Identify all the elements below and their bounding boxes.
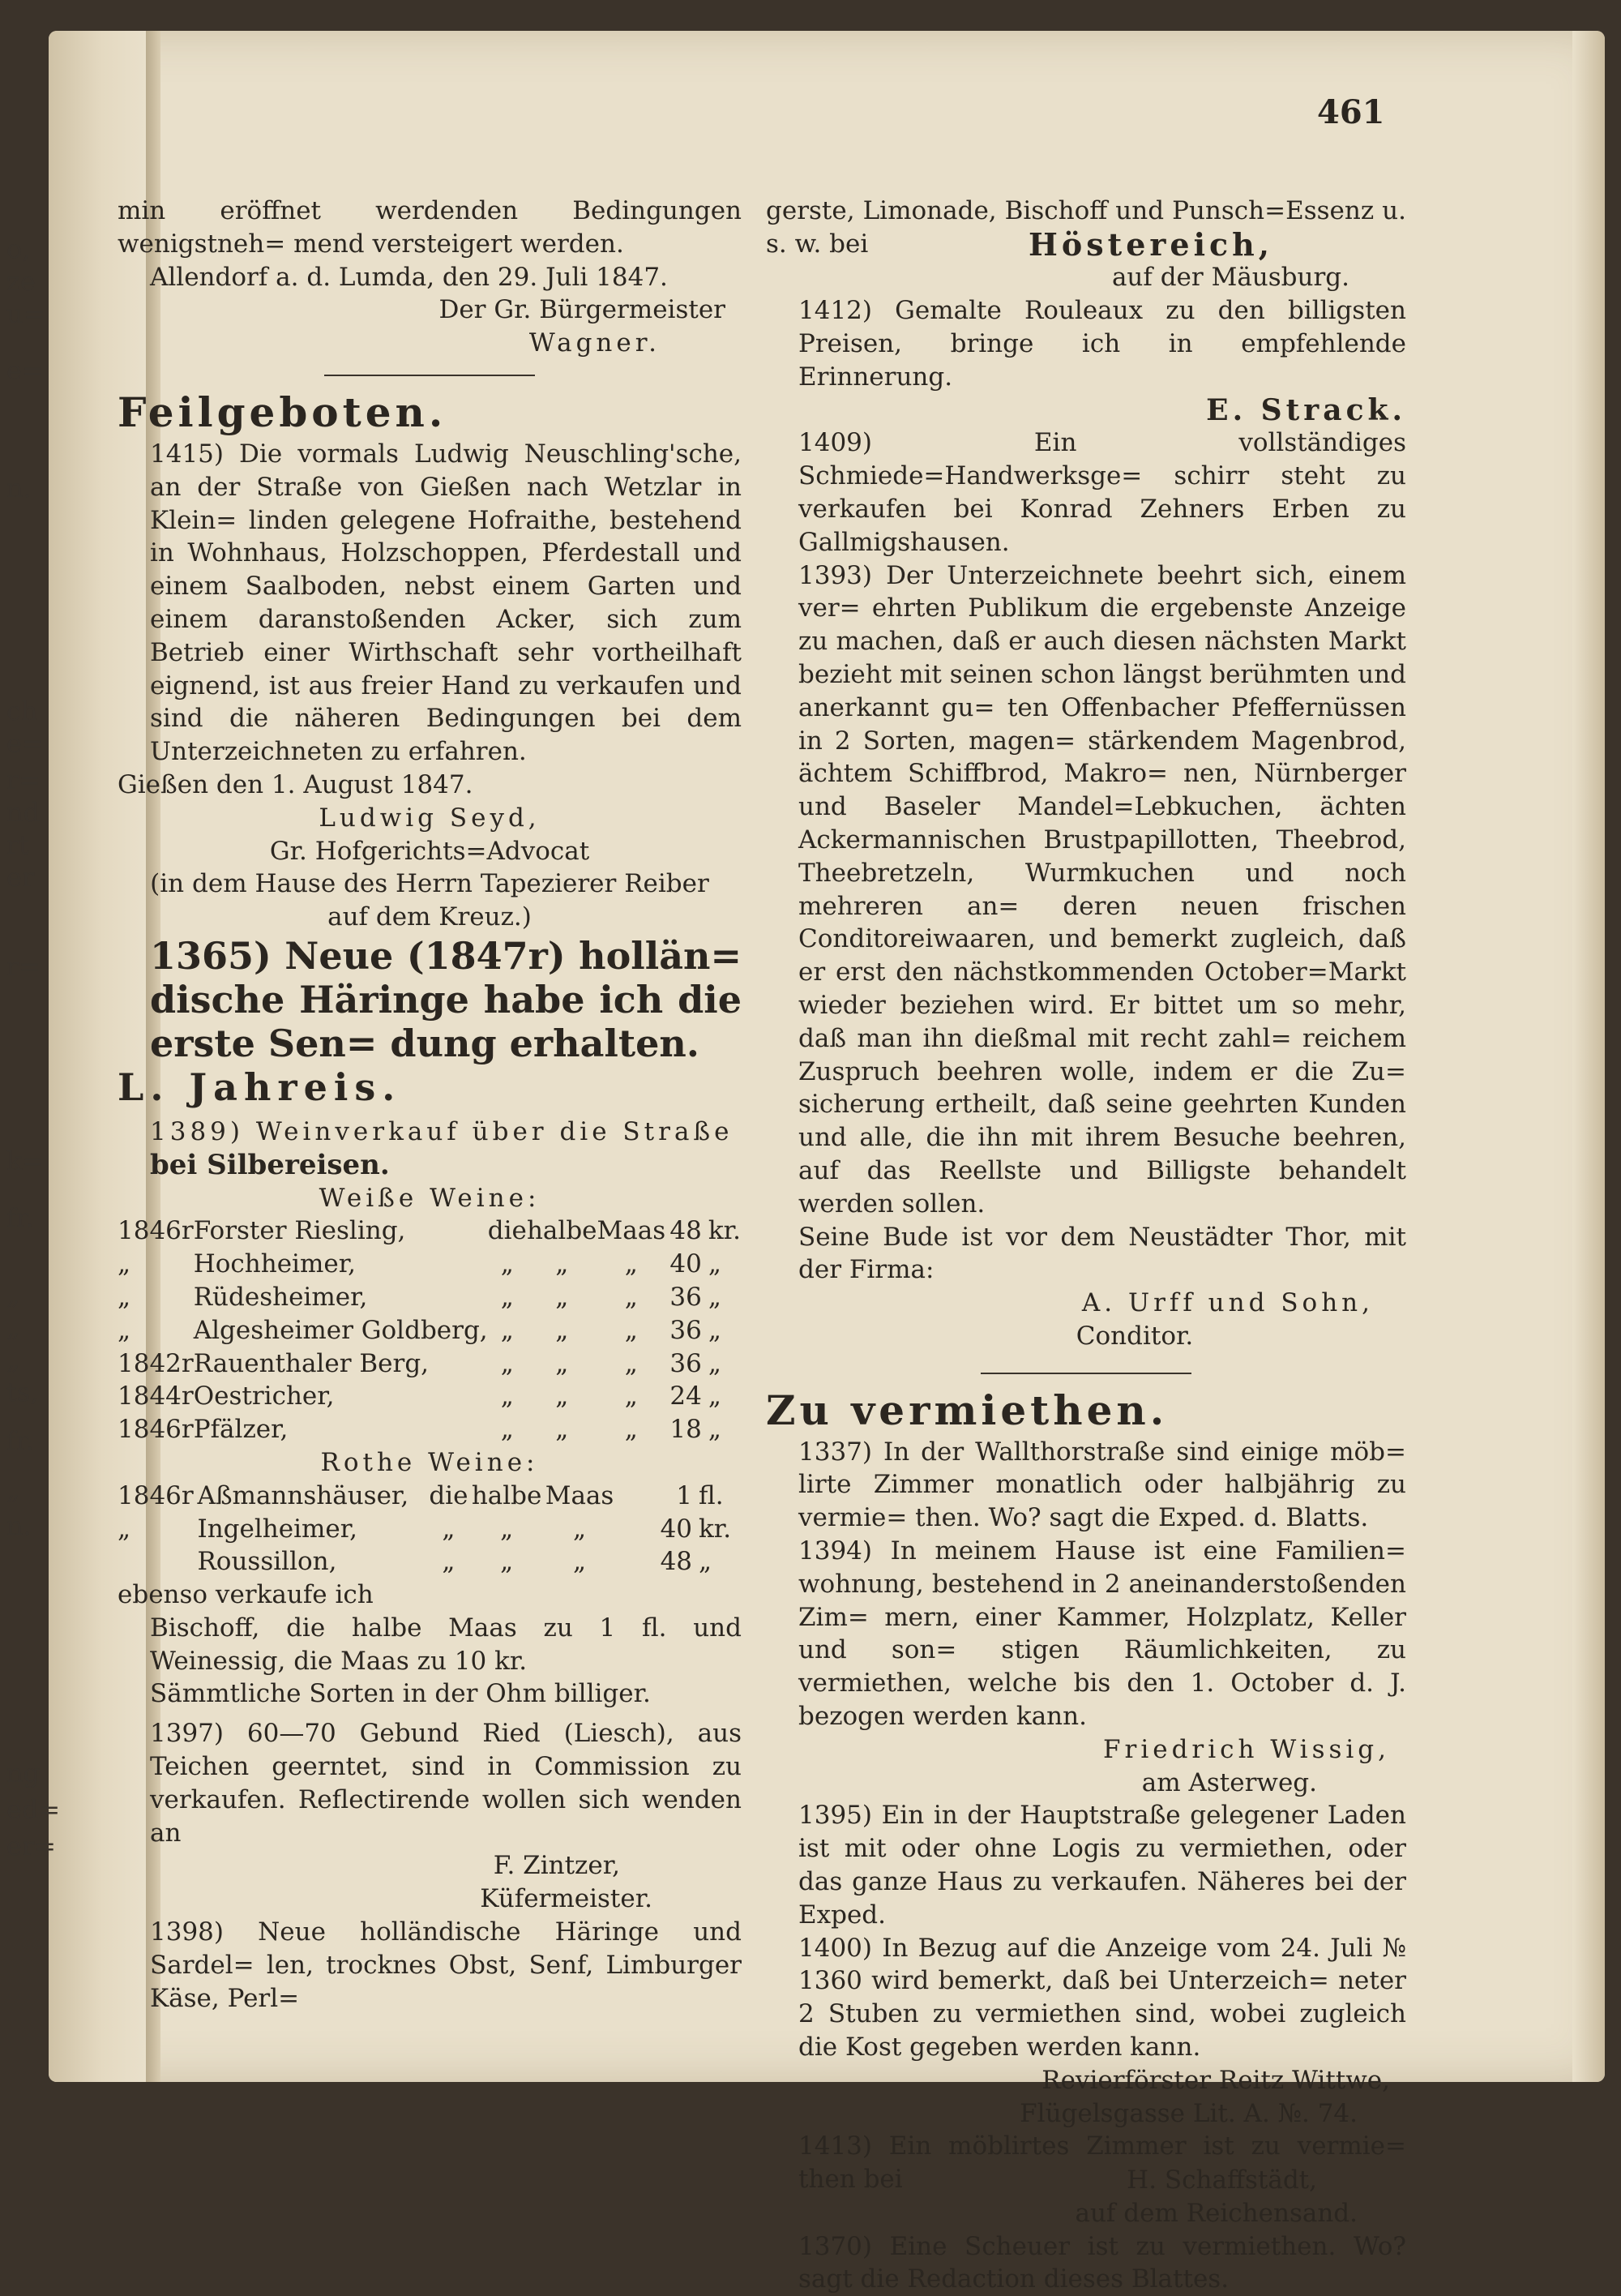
edge-fragment: r= [6,765,41,795]
wine-name: Rüdesheimer, [193,1282,368,1312]
wine-unit: fl. [699,1480,724,1510]
bischoff-line: Bischoff, die halbe Maas zu 1 fl. und Weinessig, die Maas zu 10 kr. [150,1613,742,1676]
section-heading-feilgeboten: Feilgeboten. [118,388,447,436]
wine-qty-1: „ [500,1381,514,1411]
edge-fragment: r= [6,951,41,982]
wine-row [118,1513,742,1546]
edge-fragment: „ [6,1312,20,1343]
ad-1394-address: am Asterweg. [1141,1767,1317,1797]
ad-1400-signature: Revierförster Reitz Wittwe, [1041,2065,1390,2095]
ad-1415: 1415) Die vormals Ludwig Neuschling'sche, an der Straße von Gießen nach Wetzlar in Klein= linden gelegene Hofraithe, bestehend in Wohnhaus, Holzschoppen, Pferdestall und einem Saalboden, nebst einem Garten und einem daranstoßenden Acker, sich zum Betrieb einer Wirthschaft sehr vortheilhaft eignend, ist aus freier Hand zu verkaufen und sind die näheren Bedingungen bei dem Unterzeichneten zu erfahren. [150,439,742,767]
wine-unit: „ [708,1381,721,1411]
wine-price: 40 [660,1514,693,1544]
ad-1397: 1397) 60—70 Gebund Ried (Liesch), aus Teichen geerntet, sind in Commission zu verkaufen. Reflectirende wollen sich wenden an [150,1719,742,1848]
edge-fragment: ch [6,696,38,726]
edge-fragment: ng [6,1758,41,1788]
edge-fragment: „ [6,1474,20,1505]
wine-qty-3: „ [624,1348,638,1378]
wine-row [118,1248,742,1281]
wine-qty-2: halbe [471,1480,542,1510]
right-column [766,195,1406,2296]
edge-fragment: fr. [6,1425,34,1456]
ad-1370: 1370) Eine Scheuer ist zu vermiethen. Wo? sagt die Redaction dieses Blattes. [798,2231,1406,2294]
wine-year: 1846r [118,1480,194,1510]
ad-1398-signature: Höstereich, [1029,225,1273,263]
edge-fragment: n. [6,473,32,503]
wine-name: Pfälzer, [193,1415,289,1445]
wine-unit: „ [699,1547,712,1577]
edge-fragment: n. [6,1510,32,1541]
ad-1365: 1365) Neue (1847r) hollän= dische Häringe habe ich die erste Sen= dung erhalten. [150,933,742,1065]
wine-price: 48 [660,1547,693,1577]
wine-row [118,1281,742,1314]
ad-1415-address-2: auf dem Kreuz.) [327,902,532,932]
ad-1337: 1337) In der Wallthorstraße sind einige möb= lirte Zimmer monatlich oder halbjährig zu vermie= then. Wo? sagt die Exped. d. Blatts. [798,1437,1406,1533]
ad-1400: 1400) In Bezug auf die Anzeige vom 24. Juli № 1360 wird bemerkt, daß bei Unterzeich= neter 2 Stuben zu vermiethen sind, wobei zugleich die Kost gegeben werden kann. [798,1933,1406,2063]
wine-row [118,1214,742,1248]
wine-qty-1: „ [442,1547,456,1577]
ad-1393-booth: Seine Bude ist vor dem Neustädter Thor, mit der Firma: [798,1222,1406,1285]
wine-qty-1: „ [500,1282,514,1312]
edge-fragment: fr. [6,1202,34,1233]
ad-1393-signature: A. Urff und Sohn, [1081,1288,1374,1318]
edge-fragment: e= [6,355,44,386]
wine-year: „ [118,1282,131,1312]
wine-qty-3: Maas [597,1216,666,1246]
wine-year: 1842r [118,1348,194,1378]
ad-1395: 1395) Ein in der Hauptstraße gelegener Laden ist mit oder ohne Logis zu vermiethen, oder das ganze Haus zu verkaufen. Näheres bei der Exped. [798,1801,1406,1930]
white-wines-heading: Weiße Weine: [319,1183,541,1213]
ad-signature-title: Der Gr. Bürgermeister [438,295,725,325]
ad-1400-address: Flügelsgasse Lit. A. №. 74. [1020,2098,1358,2128]
ad-1393: 1393) Der Unterzeichnete beehrt sich, einem ver= ehrten Publikum die ergebenste Anzeige zu machen, daß er auch diesen nächsten Markt bezieht mit seinen schon längst berühmten und anerkannt gu= ten Offenbacher Pfeffernüssen in 2 Sorten, magen= stärkendem Magenbrod, ächtem Schiffbrod, Makro= nen, Nürnberger und Baseler Mandel=Lebkuchen, ächten Ackermannischen Brustpapillotten, Theebrod, Theebretzeln, Wurmkuchen und noch mehreren an= deren neuen frischen Conditoreiwaaren, und bemerkt zugleich, daß er erst den nächstkommenden October=Markt wieder beziehen wird. Er bittet um so mehr, daß man ihn dießmal mit recht zahl= reichem Zuspruch beehren wolle, indem er die Zu= sicherung ertheilt, daß seine geehrten Kunden und alle, die ihn mit ihrem Besuche beehren, auf das Reellste und Billigste behandelt werden sollen. [798,560,1406,1219]
saemmtliche-line: Sämmtliche Sorten in der Ohm billiger. [150,1679,651,1709]
wine-qty-1: „ [500,1249,514,1279]
wine-price: 48 [669,1216,702,1246]
wine-qty-3: „ [572,1547,587,1577]
wine-price: 36 [669,1315,702,1345]
ad-1413-signature: H. Schaffstädt, [1127,2165,1317,2195]
ad-1389-subheading: bei Silbereisen. [150,1148,390,1181]
wine-unit: kr. [708,1216,741,1246]
wine-qty-1: „ [500,1315,514,1345]
wine-row [118,1314,742,1347]
wine-price: 36 [669,1348,702,1378]
wine-year: „ [118,1249,131,1279]
left-column [118,195,742,2015]
ad-1398-continuation: gerste, Limonade, Bischoff und Punsch=Essenz u. s. w. bei [766,196,1406,259]
ad-1389-heading: 1389) Weinverkauf über die Straße [150,1116,734,1146]
wine-price: 36 [669,1282,702,1312]
ad-1394: 1394) In meinem Hause ist eine Familien= wohnung, bestehend in 2 aneinanderstoßenden Zim= mern, einer Kammer, Holzplatz, Keller und son= stigen Räumlichkeiten, zu vermiethen, welche bis den 1. October d. J. bezogen werden kann. [798,1536,1406,1732]
wine-name: Roussillon, [197,1547,337,1577]
wine-name: Rauenthaler Berg, [193,1348,430,1378]
edge-fragment: k= [6,1146,45,1176]
wine-unit: kr. [699,1514,732,1544]
wine-qty-3: „ [624,1249,638,1279]
wine-qty-2: „ [555,1348,569,1378]
wine-row [118,1380,742,1413]
wine-name: Oestricher, [193,1381,335,1411]
wine-name: Aßmannshäuser, [197,1480,409,1510]
edge-fragment: ed= [6,1794,61,1825]
wine-qty-3: Maas [545,1480,614,1510]
edge-fragment: u= [6,298,45,329]
section-divider [324,375,535,376]
wine-qty-3: „ [624,1381,638,1411]
wine-qty-2: „ [555,1249,569,1279]
wine-qty-2: „ [500,1547,514,1577]
ad-1393-signature-title: Conditor. [1076,1321,1194,1351]
wine-year: 1844r [118,1381,194,1411]
section-divider-2 [981,1373,1191,1374]
wine-qty-1: die [487,1216,527,1246]
wine-price: 40 [669,1249,702,1279]
wine-qty-3: „ [624,1315,638,1345]
wine-qty-2: „ [555,1282,569,1312]
edge-fragment: „ [6,1344,20,1375]
ad-1415-date: Gießen den 1. August 1847. [118,769,473,799]
ad-date: Allendorf a. d. Lumda, den 29. Juli 1847. [150,262,668,292]
wine-year: 1846r [118,1415,194,1445]
wine-price: 18 [669,1415,702,1445]
ebenso-line: ebenso verkaufe ich [118,1580,374,1610]
red-wines-heading: Rothe Weine: [320,1447,539,1477]
wine-row [118,1545,742,1578]
ad-continuation: min eröffnet werdenden Bedingungen wenigstneh= mend versteigert werden. [118,196,742,259]
edge-fragment: er= [6,1831,57,1861]
section-heading-zu-vermiethen: Zu vermiethen. [766,1386,1169,1434]
edge-fragment: e= [6,728,44,759]
ad-1415-address: (in dem Hause des Herrn Tapezierer Reiber [150,869,709,899]
wine-qty-2: „ [555,1381,569,1411]
wine-qty-2: halbe [526,1216,597,1246]
edge-fragment: „ [6,1279,20,1310]
wine-year: „ [118,1514,131,1544]
edge-fragment: nd [6,797,41,828]
white-wine-table [118,1214,742,1446]
ad-1397-signature: F. Zintzer, [493,1851,620,1881]
wine-qty-2: „ [500,1514,514,1544]
ad-1409: 1409) Ein vollständiges Schmiede=Handwerksge= schirr steht zu verkaufen bei Konrad Zehners Erben zu Gallmigshausen. [798,428,1406,557]
page-number: 461 [1317,93,1385,131]
ad-signature-name: Wagner. [528,328,661,358]
edge-fragment: ts, [6,1377,39,1407]
wine-year [118,1545,197,1578]
ad-1412-signature: E. Strack. [1206,392,1406,427]
wine-unit: „ [708,1315,721,1345]
edge-fragment: er [6,862,35,893]
edge-fragment: o, [6,233,31,264]
wine-unit: „ [708,1282,721,1312]
ad-1415-signature-title: Gr. Hofgerichts=Advocat [269,836,590,866]
ad-1412: 1412) Gemalte Rouleaux zu den billigsten Preisen, bringe ich in empfehlende Erinnerung. [798,296,1406,392]
wine-qty-2: „ [555,1315,569,1345]
ad-1394-signature: Friedrich Wissig, [1102,1734,1390,1764]
wine-year: 1846r [118,1216,194,1246]
page-edge [1572,31,1605,2082]
wine-year: „ [118,1315,131,1345]
wine-row [118,1413,742,1446]
wine-name: Algesheimer Goldberg, [193,1315,488,1345]
wine-qty-3: „ [624,1282,638,1312]
edge-fragment: ze [6,266,36,297]
ad-1398: 1398) Neue holländische Häringe und Sardel= len, trocknes Obst, Senf, Limburger Käse, Perl= [150,1917,742,2013]
wine-qty-1: „ [500,1348,514,1378]
ad-1365-signature: L. Jahreis. [118,1064,402,1109]
edge-fragment: rt [6,829,30,860]
ad-1398-address: auf der Mäusburg. [1111,263,1349,293]
red-wine-table [118,1480,742,1578]
wine-qty-1: „ [442,1514,456,1544]
ad-1397-signature-title: Küfermeister. [480,1884,652,1914]
wine-qty-3: „ [624,1415,638,1445]
wine-price: 1 [676,1480,693,1510]
wine-unit: „ [708,1348,721,1378]
wine-unit: „ [708,1415,721,1445]
wine-qty-1: die [429,1480,468,1510]
wine-name: Ingelheimer, [197,1514,358,1544]
wine-name: Forster Riesling, [193,1216,406,1246]
ad-1413: 1413) Ein möblirtes Zimmer ist zu vermie= then bei [798,2131,1406,2195]
wine-price: 24 [669,1381,702,1411]
ad-1415-signature: Ludwig Seyd, [319,803,541,833]
wine-qty-2: „ [555,1415,569,1445]
ad-1413-address: auf dem Reichensand. [1075,2198,1358,2228]
wine-qty-1: „ [500,1415,514,1445]
wine-unit: „ [708,1249,721,1279]
wine-row [118,1480,742,1513]
wine-row [118,1347,742,1381]
wine-name: Hochheimer, [193,1249,356,1279]
wine-qty-3: „ [572,1514,587,1544]
